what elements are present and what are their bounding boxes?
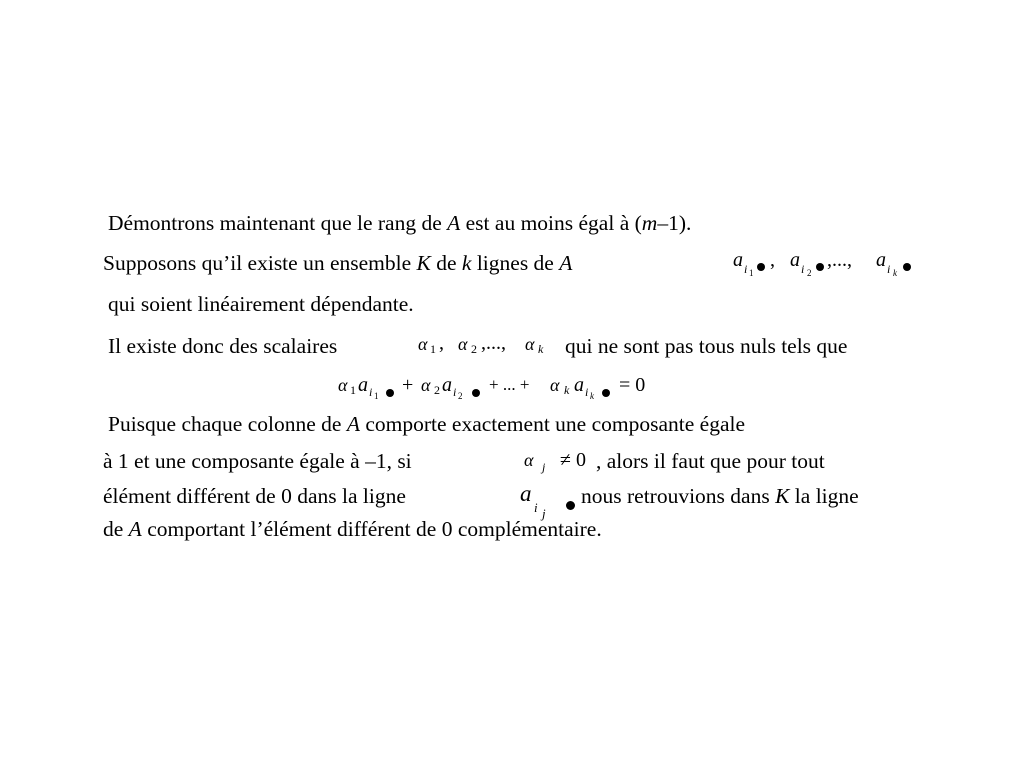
eq-alpha-sub-k: k [564, 383, 570, 397]
eq-dot-2 [472, 389, 480, 397]
text-line-3 [108, 291, 414, 317]
text-segment: Supposons qu’il existe un ensemble [103, 251, 417, 275]
cond-alpha: α [524, 450, 534, 470]
row-dot-1 [757, 263, 765, 271]
row-ellipsis: ,..., [827, 249, 852, 271]
text-segment: la ligne [789, 484, 859, 508]
eq-equals-zero: = 0 [619, 374, 646, 396]
row-sub-ik: i [887, 262, 891, 276]
text-line-8 [103, 516, 602, 542]
row-sub-1: 1 [749, 268, 754, 278]
text-segment: élément différent de 0 dans la ligne [103, 484, 406, 508]
text-segment: est au moins égal à ( [460, 211, 642, 235]
matrix-symbol: A [346, 412, 360, 436]
elem-a: a [520, 481, 532, 506]
rows-formula [733, 248, 923, 284]
text-line-6b [596, 448, 825, 474]
set-symbol: K [775, 484, 790, 508]
alpha-sub-1: 1 [430, 342, 436, 356]
alpha-k: α [525, 334, 535, 354]
text-line-5 [108, 411, 745, 437]
row-sub-i1: i [744, 262, 748, 276]
text-line-7a [103, 483, 406, 509]
row-sub-k: k [893, 268, 897, 278]
elem-sub-j: j [542, 506, 546, 521]
cond-sub-j: j [542, 460, 546, 474]
text-segment: qui ne sont pas tous nuls tels que [565, 334, 848, 358]
eq-sub-1: 1 [374, 391, 379, 401]
text-segment: à 1 et une composante égale à –1, si [103, 449, 412, 473]
eq-plus-dots: + ... + [489, 375, 530, 394]
alpha-sub-k: k [538, 342, 544, 356]
elem-sub-i: i [534, 500, 538, 515]
eq-dot-1 [386, 389, 394, 397]
row-ak: a [876, 249, 886, 271]
row-sub-i2: i [801, 262, 805, 276]
text-segment: comporte exactement une composante égale [359, 412, 746, 436]
text-line-1 [108, 210, 691, 236]
alpha-2: α [458, 334, 468, 354]
row-a1: a [733, 249, 743, 271]
text-line-7b [581, 483, 859, 509]
variable-m: m [641, 211, 658, 235]
variable-k: k [461, 251, 472, 275]
eq-a-1: a [358, 374, 368, 396]
eq-sub-k: k [590, 391, 594, 401]
element-formula [516, 480, 578, 520]
eq-alpha-2: α [421, 375, 431, 395]
eq-sub-ik: i [585, 385, 589, 399]
text-segment: qui soient linéairement dépendante. [108, 292, 414, 316]
alpha-sub-2: 2 [471, 342, 477, 356]
text-segment: de [430, 251, 462, 275]
text-segment: , alors il faut que pour tout [596, 449, 825, 473]
alpha-sep: , [439, 332, 444, 354]
alpha-1: α [418, 334, 428, 354]
eq-alpha-sub-2: 2 [434, 383, 440, 397]
text-segment: lignes de [471, 251, 560, 275]
text-segment: Il existe donc des scalaires [108, 334, 338, 358]
text-line-4b [565, 333, 847, 359]
text-segment: –1). [657, 211, 692, 235]
text-line-2 [103, 250, 572, 276]
eq-sub-i1: i [369, 385, 373, 399]
alpha-ellipsis: ,..., [481, 332, 506, 354]
cond-neq-zero: ≠ 0 [560, 449, 586, 471]
matrix-symbol: A [447, 211, 461, 235]
text-segment: Démontrons maintenant que le rang de [108, 211, 448, 235]
row-sub-2: 2 [807, 268, 812, 278]
dependence-equation [338, 372, 668, 404]
eq-alpha-1: α [338, 375, 348, 395]
eq-alpha-sub-1: 1 [350, 383, 356, 397]
eq-sub-i2: i [453, 385, 457, 399]
set-symbol: K [416, 251, 431, 275]
text-line-6a [103, 448, 412, 474]
text-segment: comportant l’élément différent de 0 complémentaire. [141, 517, 602, 541]
eq-dot-k [602, 389, 610, 397]
text-segment: nous retrouvions dans [581, 484, 776, 508]
scalars-formula [418, 333, 553, 361]
eq-a-k: a [574, 374, 584, 396]
row-dot-2 [816, 263, 824, 271]
text-segment: de [103, 517, 129, 541]
eq-a-2: a [442, 374, 452, 396]
row-a2: a [790, 249, 800, 271]
condition-formula [524, 449, 596, 475]
text-line-4a [108, 333, 337, 359]
eq-alpha-k: α [550, 375, 560, 395]
eq-sub-2: 2 [458, 391, 463, 401]
matrix-symbol: A [128, 517, 142, 541]
eq-plus-1: + [402, 374, 414, 396]
elem-dot [566, 501, 575, 510]
row-dot-k [903, 263, 911, 271]
row-comma-1: , [770, 249, 775, 271]
text-segment: Puisque chaque colonne de [108, 412, 347, 436]
matrix-symbol: A [559, 251, 573, 275]
